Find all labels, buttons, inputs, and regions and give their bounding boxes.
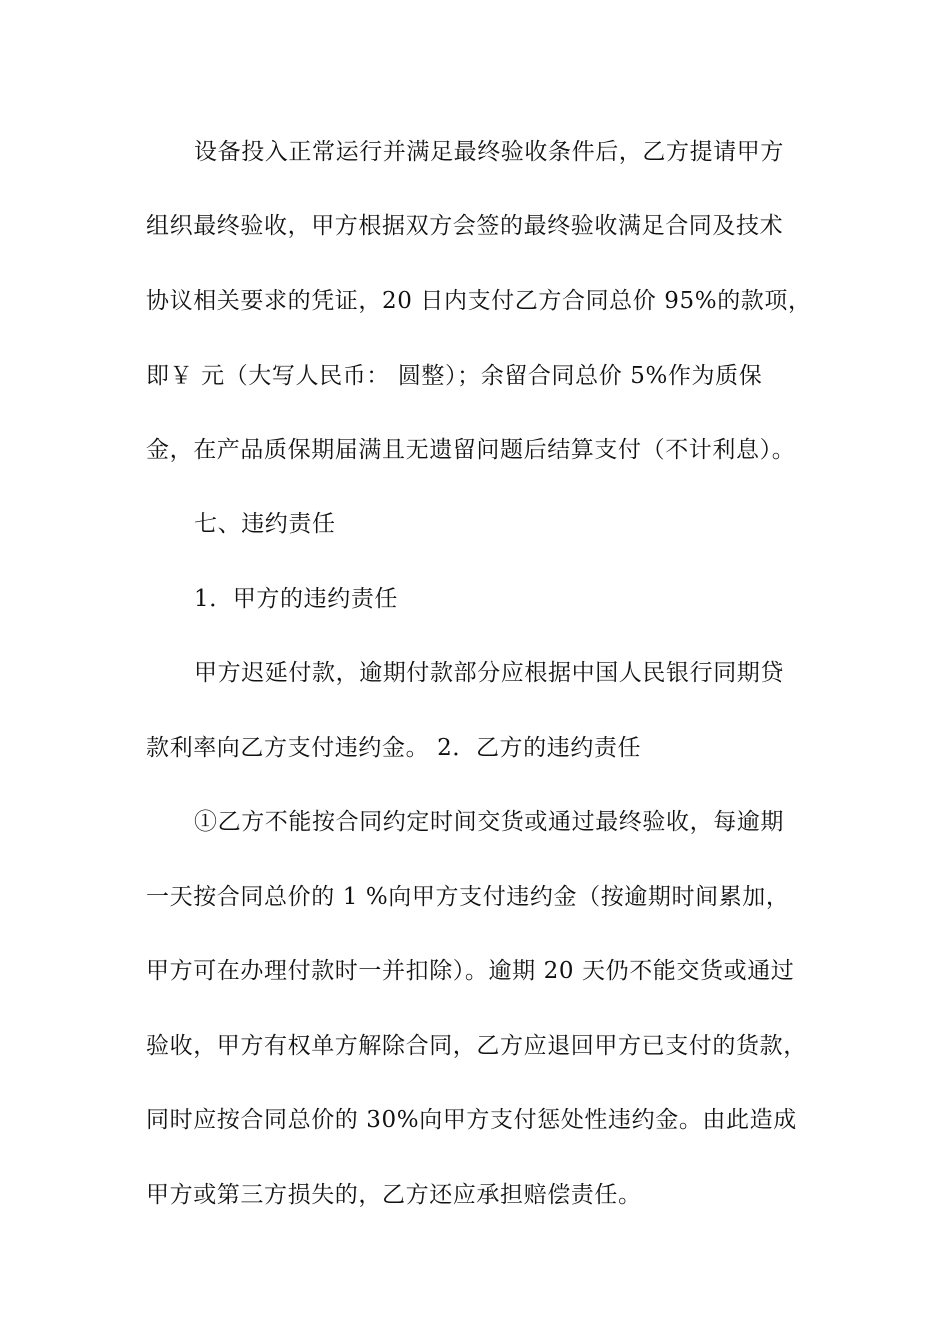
subsection-heading: 1．甲方的违约责任 [194, 586, 399, 612]
text-line: 金，在产品质保期届满且无遗留问题后结算支付（不计利息）。 [146, 437, 796, 463]
text-line: 款利率向乙方支付违约金。 2．乙方的违约责任 [146, 735, 642, 761]
text-line: 甲方迟延付款，逾期付款部分应根据中国人民银行同期贷 [194, 660, 784, 686]
text-line: 协议相关要求的凭证，20 日内支付乙方合同总价 95%的款项， [146, 288, 812, 314]
section-heading: 七、违约责任 [194, 511, 336, 537]
text-line: 设备投入正常运行并满足最终验收条件后，乙方提请甲方 [194, 139, 784, 165]
text-line: 同时应按合同总价的 30%向甲方支付惩处性违约金。由此造成 [146, 1107, 797, 1133]
text-line: 验收，甲方有权单方解除合同，乙方应退回甲方已支付的货款， [146, 1033, 807, 1059]
text-line: 组织最终验收，甲方根据双方会签的最终验收满足合同及技术 [146, 213, 784, 239]
text-line: 甲方可在办理付款时一并扣除）。逾期 20 天仍不能交货或通过 [146, 958, 795, 984]
text-line: 甲方或第三方损失的，乙方还应承担赔偿责任。 [146, 1182, 642, 1208]
text-line: 一天按合同总价的 1 %向甲方支付违约金（按逾期时间累加， [146, 884, 790, 910]
text-line: ①乙方不能按合同约定时间交货或通过最终验收，每逾期 [194, 809, 784, 835]
text-line: 即￥ 元（大写人民币： 圆整）；余留合同总价 5%作为质保 [146, 363, 763, 389]
